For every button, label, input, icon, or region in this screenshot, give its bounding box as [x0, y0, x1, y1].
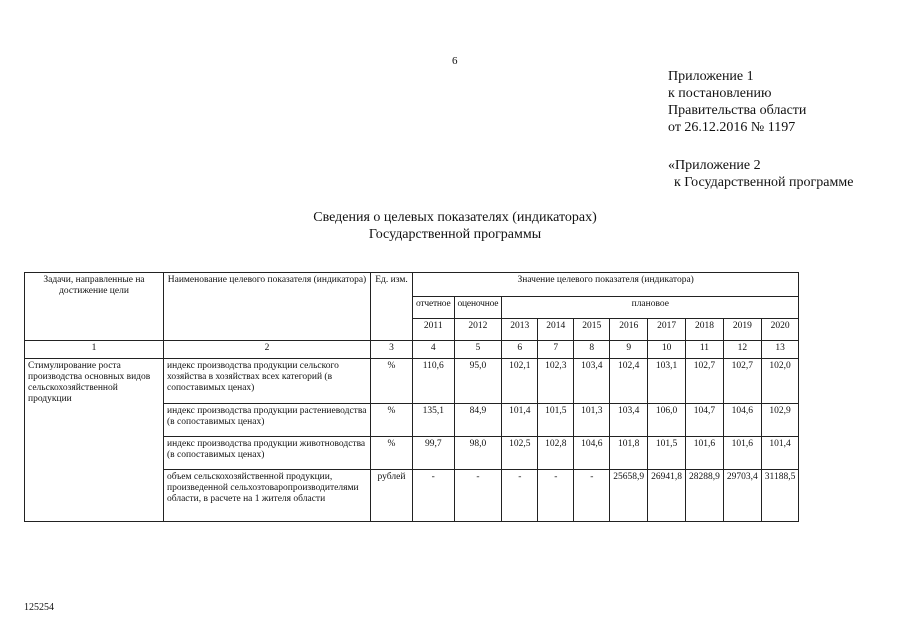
- header-year: 2011: [413, 319, 455, 341]
- header-year: 2016: [610, 319, 648, 341]
- value-cell: 103,1: [648, 359, 686, 404]
- value-cell: 101,6: [686, 437, 724, 470]
- column-number: 7: [538, 341, 574, 359]
- value-cell: -: [538, 470, 574, 522]
- value-cell: 95,0: [454, 359, 502, 404]
- value-cell: 26941,8: [648, 470, 686, 522]
- value-cell: 102,3: [538, 359, 574, 404]
- appendix-line: Правительства области: [668, 103, 807, 118]
- value-cell: 110,6: [413, 359, 455, 404]
- indicators-table: [24, 272, 799, 522]
- unit-cell: %: [371, 437, 413, 470]
- value-cell: 102,4: [610, 359, 648, 404]
- unit-cell: рублей: [371, 470, 413, 522]
- title-line: Сведения о целевых показателях (индикаторах): [313, 210, 597, 225]
- header-year: 2020: [761, 319, 799, 341]
- column-number: 4: [413, 341, 455, 359]
- header-year: 2014: [538, 319, 574, 341]
- column-number: 9: [610, 341, 648, 359]
- column-number: 13: [761, 341, 799, 359]
- title-line: Государственной программы: [368, 227, 542, 242]
- value-cell: 101,4: [502, 404, 538, 437]
- header-year: 2019: [723, 319, 761, 341]
- indicator-name-cell: индекс производства продукции сельского хозяйства в хозяйствах всех категорий (в сопоставимых ценах): [164, 359, 371, 404]
- header-year: 2015: [574, 319, 610, 341]
- value-cell: 102,8: [538, 437, 574, 470]
- value-cell: 102,7: [686, 359, 724, 404]
- value-cell: 25658,9: [610, 470, 648, 522]
- indicator-name-cell: индекс производства продукции растениеводства (в сопоставимых ценах): [164, 404, 371, 437]
- page-number: 6: [452, 55, 458, 67]
- value-cell: 104,6: [574, 437, 610, 470]
- task-cell: Стимулирование роста производства основных видов сельскохозяйственной продукции: [25, 359, 164, 522]
- appendix-reference: [668, 68, 806, 136]
- value-cell: 102,9: [761, 404, 799, 437]
- value-cell: 29703,4: [723, 470, 761, 522]
- document-code: 125254: [24, 602, 54, 613]
- column-number: 12: [723, 341, 761, 359]
- value-cell: 99,7: [413, 437, 455, 470]
- indicator-name-cell: индекс производства продукции животноводства (в сопоставимых ценах): [164, 437, 371, 470]
- appendix2-line: к Государственной программе: [674, 175, 854, 190]
- value-cell: 106,0: [648, 404, 686, 437]
- column-number: 1: [25, 341, 164, 359]
- column-number: 6: [502, 341, 538, 359]
- value-cell: -: [413, 470, 455, 522]
- value-cell: 102,7: [723, 359, 761, 404]
- value-cell: 104,7: [686, 404, 724, 437]
- unit-cell: %: [371, 404, 413, 437]
- header-planned: плановое: [502, 297, 799, 319]
- header-indicator-name: Наименование целевого показателя (индикатора): [164, 273, 371, 341]
- header-year: 2018: [686, 319, 724, 341]
- indicator-name-cell: объем сельскохозяйственной продукции, произведенной сельхозтоваропроизводителями области, в расчете на 1 жителя области: [164, 470, 371, 522]
- column-number: 10: [648, 341, 686, 359]
- value-cell: 31188,5: [761, 470, 799, 522]
- appendix2-line: «Приложение 2: [668, 158, 761, 173]
- value-cell: 101,3: [574, 404, 610, 437]
- value-cell: 28288,9: [686, 470, 724, 522]
- value-cell: 101,4: [761, 437, 799, 470]
- column-number: 2: [164, 341, 371, 359]
- table-row: [25, 359, 799, 404]
- value-cell: 101,5: [538, 404, 574, 437]
- column-number: 11: [686, 341, 724, 359]
- value-cell: -: [574, 470, 610, 522]
- value-cell: -: [502, 470, 538, 522]
- value-cell: 103,4: [574, 359, 610, 404]
- header-year: 2012: [454, 319, 502, 341]
- value-cell: 101,8: [610, 437, 648, 470]
- value-cell: 102,0: [761, 359, 799, 404]
- appendix-line: от 26.12.2016 № 1197: [668, 120, 796, 135]
- value-cell: 104,6: [723, 404, 761, 437]
- column-number: 5: [454, 341, 502, 359]
- header-value-group: Значение целевого показателя (индикатора): [413, 273, 799, 297]
- appendix-line: Приложение 1: [668, 69, 754, 84]
- value-cell: 101,5: [648, 437, 686, 470]
- value-cell: 98,0: [454, 437, 502, 470]
- header-year: 2017: [648, 319, 686, 341]
- value-cell: 103,4: [610, 404, 648, 437]
- column-number: 3: [371, 341, 413, 359]
- value-cell: 84,9: [454, 404, 502, 437]
- header-year: 2013: [502, 319, 538, 341]
- value-cell: 102,1: [502, 359, 538, 404]
- value-cell: 102,5: [502, 437, 538, 470]
- value-cell: 135,1: [413, 404, 455, 437]
- header-tasks: Задачи, направленные на достижение цели: [25, 273, 164, 341]
- header-reported: отчетное: [413, 297, 455, 319]
- header-unit: Ед. изм.: [371, 273, 413, 341]
- document-title: [255, 209, 655, 243]
- unit-cell: %: [371, 359, 413, 404]
- header-estimated: оценочное: [454, 297, 502, 319]
- value-cell: -: [454, 470, 502, 522]
- appendix2-reference: [668, 157, 853, 191]
- appendix-line: к постановлению: [668, 86, 772, 101]
- value-cell: 101,6: [723, 437, 761, 470]
- column-number: 8: [574, 341, 610, 359]
